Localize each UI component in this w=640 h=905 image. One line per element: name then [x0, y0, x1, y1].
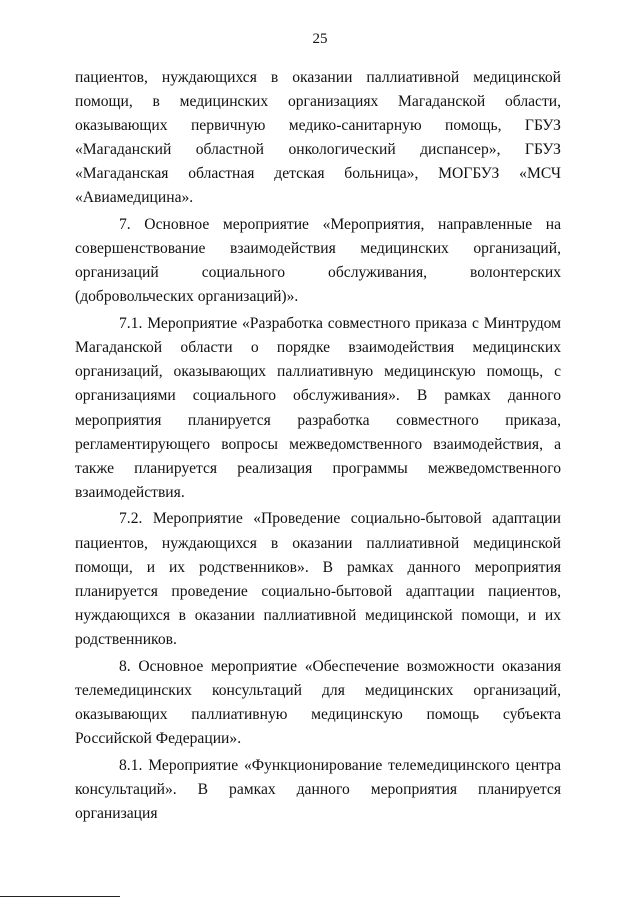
page-number: 25: [312, 31, 328, 47]
paragraph-item-7: 7. Основное мероприятие «Мероприятия, направленные на совершенствование взаимодействия медицинских организаций, организаций социального обслуживания, волонтерских (добровольческих организаций)».: [75, 216, 561, 306]
document-body: [75, 66, 561, 826]
paragraph-item-7-1: 7.1. Мероприятие «Разработка совместного приказа с Минтрудом Магаданской области о порядке взаимодействия медицинских организаций, оказывающих паллиативную медицинскую помощь, с организациями социального обслуживания». В рамках данного мероприятия планируется разработка совместного приказа, регламентирующего вопросы межведомственного взаимодействия, а также планируется реализация программы межведомственного взаимодействия.: [75, 315, 561, 501]
footer-rule: [0, 896, 120, 897]
paragraph-item-7-2: 7.2. Мероприятие «Проведение социально-бытовой адаптации пациентов, нуждающихся в оказании паллиативной медицинской помощи, и их родственников». В рамках данного мероприятия планируется проведение социально-бытовой адаптации пациентов, нуждающихся в оказании паллиативной медицинской помощи, и их родственников.: [75, 510, 561, 648]
paragraph-item-8: 8. Основное мероприятие «Обеспечение возможности оказания телемедицинских консультаций для медицинских организаций, оказывающих паллиативную медицинскую помощь субъекта Российской Федерации».: [75, 657, 561, 747]
paragraph-continuation: пациентов, нуждающихся в оказании паллиативной медицинской помощи, в медицинских организациях Магаданской области, оказывающих первичную медико-санитарную помощь, ГБУЗ «Магаданский областной онкологический диспансер», ГБУЗ «Магаданская областная детская больница», МОГБУЗ «МСЧ «Авиамедицина».: [75, 69, 561, 207]
paragraph-item-8-1: 8.1. Мероприятие «Функционирование телемедицинского центра консультаций». В рамках данного мероприятия планируется организация: [75, 756, 561, 822]
